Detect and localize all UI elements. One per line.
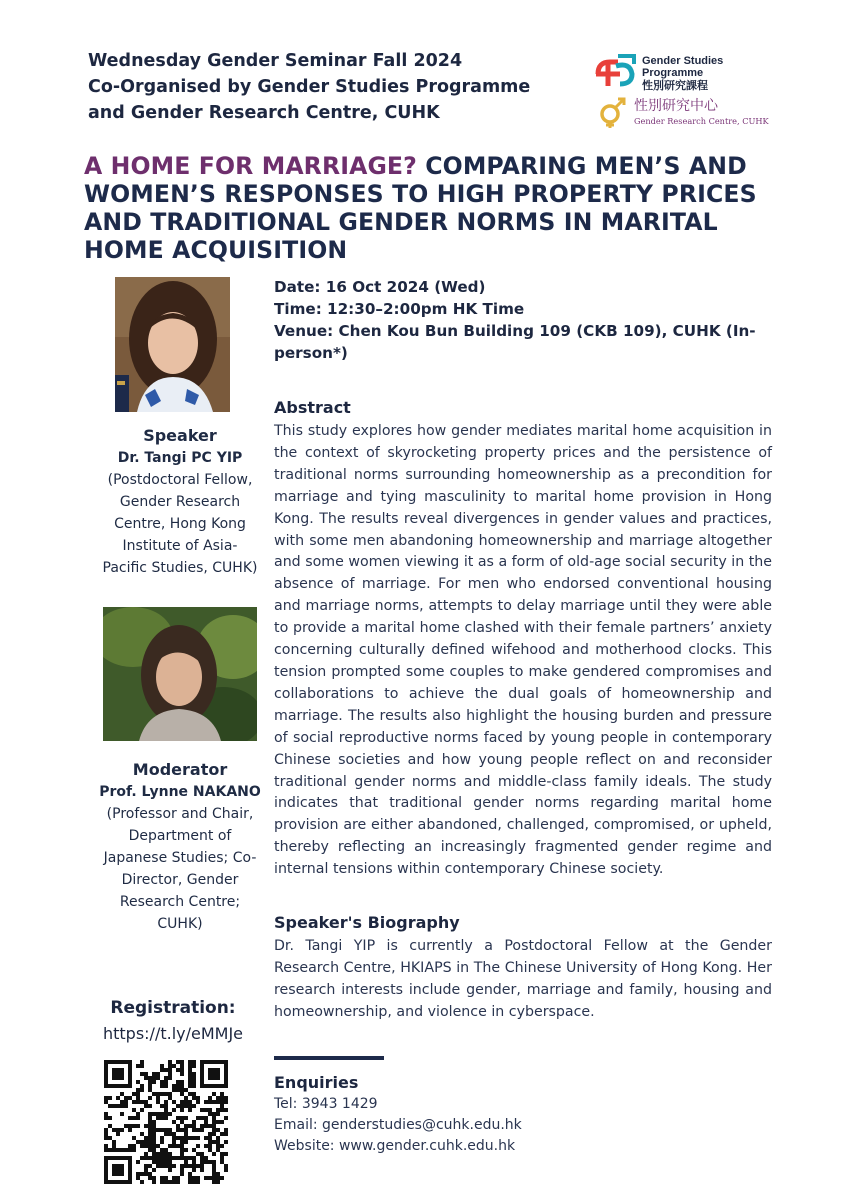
moderator-aff-3: Japanese Studies; Co-: [103, 850, 257, 866]
moderator-name: Prof. Lynne NAKANO: [99, 784, 261, 800]
speaker-role: Speaker: [143, 426, 217, 445]
moderator-aff-4: Director, Gender: [121, 872, 239, 888]
registration-label: Registration:: [110, 998, 236, 1018]
moderator-aff-5: Research Centre;: [119, 894, 241, 910]
speaker-aff-3: Centre, Hong Kong: [114, 516, 246, 532]
logo-grc-zh: 性別研究中心: [634, 98, 718, 114]
enquiries-block: [274, 1072, 522, 1157]
title-accent: A HOME FOR MARRIAGE?: [84, 152, 417, 180]
abstract-heading: Abstract: [274, 398, 351, 417]
registration-qr-code[interactable]: [104, 1060, 228, 1184]
gender-studies-programme-logo: [594, 52, 784, 92]
speaker-info: [92, 425, 268, 579]
biography-heading: Speaker's Biography: [274, 913, 460, 932]
header-line-1: Wednesday Gender Seminar Fall 2024: [88, 51, 463, 71]
header-line-3: and Gender Research Centre, CUHK: [88, 103, 440, 123]
moderator-info: [92, 759, 268, 935]
title-rest: COMPARING MEN’S AND WOMEN’S RESPONSES TO HIGH PROPERTY PRICES AND TRADITIONAL GENDER NORMS IN MARITAL HOME ACQUISITION: [84, 152, 757, 264]
enquiries-email[interactable]: Email: genderstudies@cuhk.edu.hk: [274, 1117, 522, 1133]
event-details: [274, 276, 769, 364]
logo-gsp-en-1: Gender Studies: [642, 55, 724, 67]
moderator-aff-6: CUHK): [157, 916, 203, 932]
registration-link[interactable]: https://t.ly/eMMJe: [102, 1024, 244, 1043]
moderator-role: Moderator: [132, 760, 228, 779]
logo-gsp-en-2: Programme: [642, 67, 704, 79]
logo-grc-en: Gender Research Centre, CUHK: [634, 116, 769, 126]
event-date: Date: 16 Oct 2024 (Wed): [274, 278, 486, 296]
enquiries-divider: [274, 1056, 384, 1060]
biography-text: Dr. Tangi YIP is currently a Postdoctoral Fellow at the Gender Research Centre, HKIAPS in The Chinese University of Hong Kong. Her research interests include gender, marriage and family, housing and homeownership, and violence in cyberspace.: [274, 938, 772, 1020]
event-venue-2: person*): [274, 344, 348, 362]
moderator-photo: [103, 607, 257, 741]
seminar-title: [84, 152, 784, 264]
speaker-aff-2: Gender Research: [119, 494, 241, 510]
enquiries-heading: Enquiries: [274, 1073, 359, 1092]
header-line-2: Co-Organised by Gender Studies Programme: [88, 77, 531, 97]
moderator-aff-1: (Professor and Chair,: [106, 806, 254, 822]
speaker-aff-5: Pacific Studies, CUHK): [102, 560, 258, 576]
gender-research-centre-logo: [598, 94, 788, 128]
logo-gsp-zh: 性別研究課程: [642, 79, 708, 92]
moderator-aff-2: Department of: [128, 828, 232, 844]
abstract-text: This study explores how gender mediates marital home acquisition in the context of skyrocketing property prices and the persistence of traditional norms surrounding homeownership as a precondition for marriage and tying masculinity to marital home provision in Hong Kong. The results reveal divergences in gender values and practices, with some men abandoning homeownership and marriage altogether and some women viewing it as a form of old-age social security in the absence of marriage. For men who endorsed conventional housing and marriage norms, attempts to delay marriage until they were able to provide a marital home clashed with their female partners’ anxiety concerning culturally defined wifehood and motherhood clocks. This tension prompted some couples to make gendered compromises and collaborations to achieve the dual goals of homeownership and marriage. The results also highlight the housing burden and pressure of social reproductive norms faced by young people in contemporary Chinese societies and how young people reflect on and reconsider traditional gender norms and middle-class family ideals. The study indicates that traditional gender norms regarding marital home provision are either abandoned, challenged, compromised, or upheld, thereby reflecting an increasingly fragmented gender regime and internal tensions within contemporary Chinese society.: [274, 423, 772, 878]
speaker-aff-1: (Postdoctoral Fellow,: [107, 472, 253, 488]
event-venue-1: Venue: Chen Kou Bun Building 109 (CKB 109), CUHK (In-: [274, 322, 756, 340]
speaker-aff-4: Institute of Asia-: [122, 538, 238, 554]
speaker-photo: [115, 277, 230, 412]
enquiries-website[interactable]: Website: www.gender.cuhk.edu.hk: [274, 1138, 516, 1154]
seminar-header: [88, 48, 558, 126]
speaker-name: Dr. Tangi PC YIP: [117, 450, 243, 466]
event-time: Time: 12:30–2:00pm HK Time: [274, 300, 525, 318]
enquiries-tel: Tel: 3943 1429: [274, 1096, 378, 1112]
